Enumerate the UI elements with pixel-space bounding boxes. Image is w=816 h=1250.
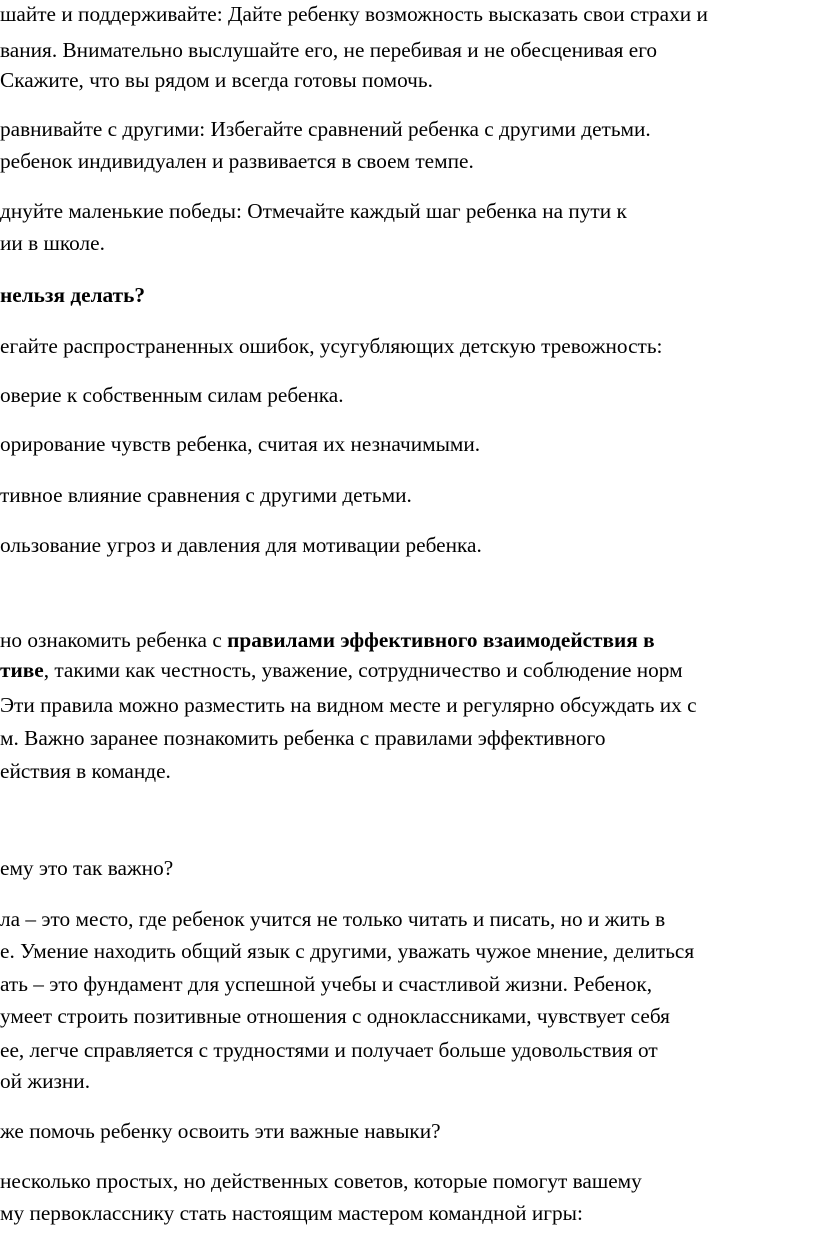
list-item: тивное влияние сравнения с другими детьми. [0,483,412,507]
text-line: ее, легче справляется с трудностями и получает больше удовольствия от [0,1038,658,1062]
text-line: умеет строить позитивные отношения с одноклассниками, чувствует себя [0,1004,670,1028]
text-line: равнивайте с другими: Избегайте сравнений ребенка с другими детьми. [0,117,651,141]
text-line: м. Важно заранее познакомить ребенка с правилами эффективного [0,726,606,750]
text-run: , такими как честность, уважение, сотрудничество и соблюдение норм [43,658,683,682]
text-line: шайте и поддерживайте: Дайте ребенку возможность высказать свои страхи и [0,2,708,26]
section-heading: нельзя делать? [0,283,145,307]
text-line: ать – это фундамент для успешной учебы и счастливой жизни. Ребенок, [0,972,653,996]
text-line: Скажите, что вы рядом и всегда готовы помочь. [0,68,433,92]
list-item: оверие к собственным силам ребенка. [0,383,344,407]
text-line: Эти правила можно разместить на видном месте и регулярно обсуждать их с [0,693,697,717]
text-line [0,656,683,684]
text-line: ла – это место, где ребенок учится не только читать и писать, но и жить в [0,907,666,931]
section-question: ему это так важно? [0,856,174,880]
list-item: ользование угроз и давления для мотивации ребенка. [0,533,482,557]
text-line: егайте распространенных ошибок, усугубляющих детскую тревожность: [0,334,663,358]
text-line [0,626,655,654]
text-line: днуйте маленькие победы: Отмечайте каждый шаг ребенка на пути к [0,199,627,223]
text-line: ребенок индивидуален и развивается в своем темпе. [0,149,474,173]
text-line: му первокласснику стать настоящим мастером командной игры: [0,1201,583,1225]
list-item: орирование чувств ребенка, считая их незначимыми. [0,432,481,456]
bold-text-run: правилами эффективного взаимодействия в [227,628,655,652]
text-line: вания. Внимательно выслушайте его, не перебивая и не обесценивая его [0,38,658,62]
text-line: ействия в команде. [0,759,171,783]
bold-text-run: тиве [0,658,44,682]
text-run: но ознакомить ребенка с [0,628,228,652]
text-line: ии в школе. [0,231,105,255]
section-question: же помочь ребенку освоить эти важные навыки? [0,1119,441,1143]
text-line: е. Умение находить общий язык с другими, уважать чужое мнение, делиться [0,939,695,963]
text-line: ой жизни. [0,1069,91,1093]
text-line: несколько простых, но действенных советов, которые помогут вашему [0,1169,642,1193]
